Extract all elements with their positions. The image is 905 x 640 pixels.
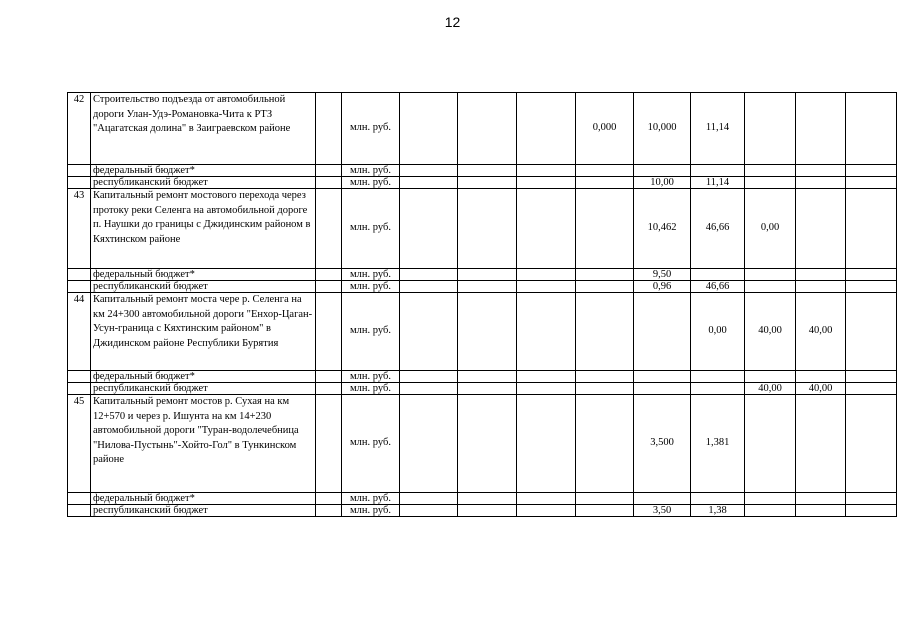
blank-cell: [316, 189, 342, 269]
value-cell: [796, 177, 846, 189]
value-cell: [458, 505, 517, 517]
blank-cell: [68, 177, 91, 189]
value-cell: [846, 269, 897, 281]
budget-subrow: [68, 165, 897, 177]
budget-subrow: [68, 493, 897, 505]
blank-cell: [68, 383, 91, 395]
budget-subrow: [68, 269, 897, 281]
project-name: Строительство подъезда от автомобильной дороги Улан-Удэ-Романовка-Чита к РТЗ "Ацагатская долина" в Заиграевском районе: [91, 93, 316, 165]
unit-cell: млн. руб.: [342, 383, 400, 395]
value-cell: [400, 177, 458, 189]
value-cell: 46,66: [691, 281, 745, 293]
budget-table: [67, 92, 897, 517]
value-cell: 10,00: [634, 177, 691, 189]
value-cell: [796, 493, 846, 505]
budget-subrow: [68, 505, 897, 517]
value-cell: [634, 293, 691, 371]
value-cell: [458, 371, 517, 383]
value-cell: [458, 281, 517, 293]
budget-source-label: республиканский бюджет: [91, 505, 316, 517]
value-cell: [846, 293, 897, 371]
value-cell: [400, 189, 458, 269]
unit-cell: млн. руб.: [342, 189, 400, 269]
value-cell: [517, 395, 576, 493]
value-cell: [691, 493, 745, 505]
blank-cell: [316, 93, 342, 165]
budget-subrow: [68, 281, 897, 293]
value-cell: [400, 395, 458, 493]
blank-cell: [316, 371, 342, 383]
value-cell: [458, 383, 517, 395]
value-cell: 10,000: [634, 93, 691, 165]
value-cell: [400, 165, 458, 177]
value-cell: 0,000: [576, 93, 634, 165]
budget-subrow: [68, 371, 897, 383]
blank-cell: [316, 177, 342, 189]
blank-cell: [68, 281, 91, 293]
value-cell: 0,96: [634, 281, 691, 293]
value-cell: [458, 395, 517, 493]
value-cell: 11,14: [691, 177, 745, 189]
unit-cell: млн. руб.: [342, 177, 400, 189]
value-cell: [745, 281, 796, 293]
value-cell: [634, 493, 691, 505]
project-number: 42: [68, 93, 91, 165]
unit-cell: млн. руб.: [342, 505, 400, 517]
value-cell: [400, 281, 458, 293]
value-cell: [576, 371, 634, 383]
blank-cell: [316, 165, 342, 177]
value-cell: [846, 177, 897, 189]
value-cell: [576, 493, 634, 505]
value-cell: [458, 493, 517, 505]
value-cell: [517, 505, 576, 517]
value-cell: [576, 281, 634, 293]
blank-cell: [68, 493, 91, 505]
value-cell: [846, 371, 897, 383]
project-row: [68, 395, 897, 493]
value-cell: [576, 293, 634, 371]
value-cell: [796, 281, 846, 293]
budget-source-label: федеральный бюджет*: [91, 371, 316, 383]
blank-cell: [316, 281, 342, 293]
value-cell: [745, 165, 796, 177]
value-cell: [458, 93, 517, 165]
value-cell: 11,14: [691, 93, 745, 165]
value-cell: [400, 269, 458, 281]
value-cell: [517, 189, 576, 269]
project-name: Капитальный ремонт моста чере р. Селенга на км 24+300 автомобильной дороги "Енхор-Цаган-Усун-граница с Кяхтинским районом" в Джидинском районе Республики Бурятия: [91, 293, 316, 371]
blank-cell: [316, 269, 342, 281]
value-cell: [517, 293, 576, 371]
value-cell: [846, 93, 897, 165]
value-cell: [846, 493, 897, 505]
value-cell: [846, 281, 897, 293]
value-cell: [517, 371, 576, 383]
value-cell: [400, 493, 458, 505]
blank-cell: [316, 505, 342, 517]
value-cell: [745, 93, 796, 165]
value-cell: [517, 281, 576, 293]
value-cell: [634, 383, 691, 395]
value-cell: [846, 395, 897, 493]
value-cell: [576, 269, 634, 281]
table-body: [68, 93, 897, 517]
value-cell: [796, 269, 846, 281]
value-cell: [846, 189, 897, 269]
unit-cell: млн. руб.: [342, 371, 400, 383]
value-cell: [691, 383, 745, 395]
value-cell: [634, 165, 691, 177]
budget-source-label: республиканский бюджет: [91, 281, 316, 293]
value-cell: [691, 371, 745, 383]
value-cell: [517, 93, 576, 165]
blank-cell: [68, 165, 91, 177]
value-cell: 46,66: [691, 189, 745, 269]
value-cell: [458, 177, 517, 189]
project-row: [68, 93, 897, 165]
blank-cell: [316, 293, 342, 371]
project-number: 44: [68, 293, 91, 371]
value-cell: [691, 165, 745, 177]
value-cell: 3,50: [634, 505, 691, 517]
value-cell: [796, 505, 846, 517]
value-cell: [517, 383, 576, 395]
blank-cell: [68, 269, 91, 281]
project-number: 45: [68, 395, 91, 493]
value-cell: 40,00: [796, 293, 846, 371]
value-cell: [796, 189, 846, 269]
value-cell: [576, 177, 634, 189]
value-cell: [576, 189, 634, 269]
value-cell: [400, 293, 458, 371]
value-cell: 40,00: [796, 383, 846, 395]
value-cell: [400, 93, 458, 165]
value-cell: [796, 395, 846, 493]
value-cell: [745, 395, 796, 493]
unit-cell: млн. руб.: [342, 293, 400, 371]
unit-cell: млн. руб.: [342, 395, 400, 493]
project-number: 43: [68, 189, 91, 269]
project-row: [68, 189, 897, 269]
value-cell: [745, 269, 796, 281]
value-cell: [745, 493, 796, 505]
project-name: Капитальный ремонт мостов р. Сухая на км 12+570 и через р. Ишунта на км 14+230 автомобильной дороги "Туран-водолечебница "Нилова-Пустынь"-Хойто-Гол" в Тункинском районе: [91, 395, 316, 493]
value-cell: 10,462: [634, 189, 691, 269]
value-cell: [458, 165, 517, 177]
budget-source-label: федеральный бюджет*: [91, 269, 316, 281]
value-cell: [517, 165, 576, 177]
value-cell: [517, 269, 576, 281]
project-name: Капитальный ремонт мостового перехода через протоку реки Селенга на автомобильной дороге п. Наушки до границы с Джидинским районом в Кяхтинском районе: [91, 189, 316, 269]
budget-source-label: республиканский бюджет: [91, 177, 316, 189]
blank-cell: [316, 383, 342, 395]
value-cell: [576, 383, 634, 395]
value-cell: 0,00: [745, 189, 796, 269]
blank-cell: [68, 371, 91, 383]
value-cell: 1,381: [691, 395, 745, 493]
value-cell: [576, 505, 634, 517]
value-cell: [400, 505, 458, 517]
value-cell: [634, 371, 691, 383]
budget-subrow: [68, 383, 897, 395]
budget-subrow: [68, 177, 897, 189]
value-cell: [796, 165, 846, 177]
blank-cell: [68, 505, 91, 517]
value-cell: [400, 371, 458, 383]
unit-cell: млн. руб.: [342, 281, 400, 293]
value-cell: [846, 505, 897, 517]
value-cell: [458, 293, 517, 371]
value-cell: [691, 269, 745, 281]
value-cell: [846, 165, 897, 177]
value-cell: 1,38: [691, 505, 745, 517]
value-cell: [458, 189, 517, 269]
unit-cell: млн. руб.: [342, 493, 400, 505]
value-cell: 9,50: [634, 269, 691, 281]
value-cell: 3,500: [634, 395, 691, 493]
value-cell: [576, 165, 634, 177]
value-cell: [576, 395, 634, 493]
value-cell: [796, 371, 846, 383]
blank-cell: [316, 493, 342, 505]
value-cell: [745, 505, 796, 517]
unit-cell: млн. руб.: [342, 93, 400, 165]
page-number: 12: [444, 14, 461, 30]
value-cell: [846, 383, 897, 395]
unit-cell: млн. руб.: [342, 269, 400, 281]
value-cell: [745, 177, 796, 189]
blank-cell: [316, 395, 342, 493]
value-cell: [796, 93, 846, 165]
project-row: [68, 293, 897, 371]
unit-cell: млн. руб.: [342, 165, 400, 177]
budget-source-label: республиканский бюджет: [91, 383, 316, 395]
value-cell: [458, 269, 517, 281]
value-cell: [745, 371, 796, 383]
value-cell: [517, 493, 576, 505]
value-cell: 0,00: [691, 293, 745, 371]
value-cell: [400, 383, 458, 395]
budget-source-label: федеральный бюджет*: [91, 493, 316, 505]
value-cell: 40,00: [745, 383, 796, 395]
value-cell: 40,00: [745, 293, 796, 371]
value-cell: [517, 177, 576, 189]
budget-source-label: федеральный бюджет*: [91, 165, 316, 177]
